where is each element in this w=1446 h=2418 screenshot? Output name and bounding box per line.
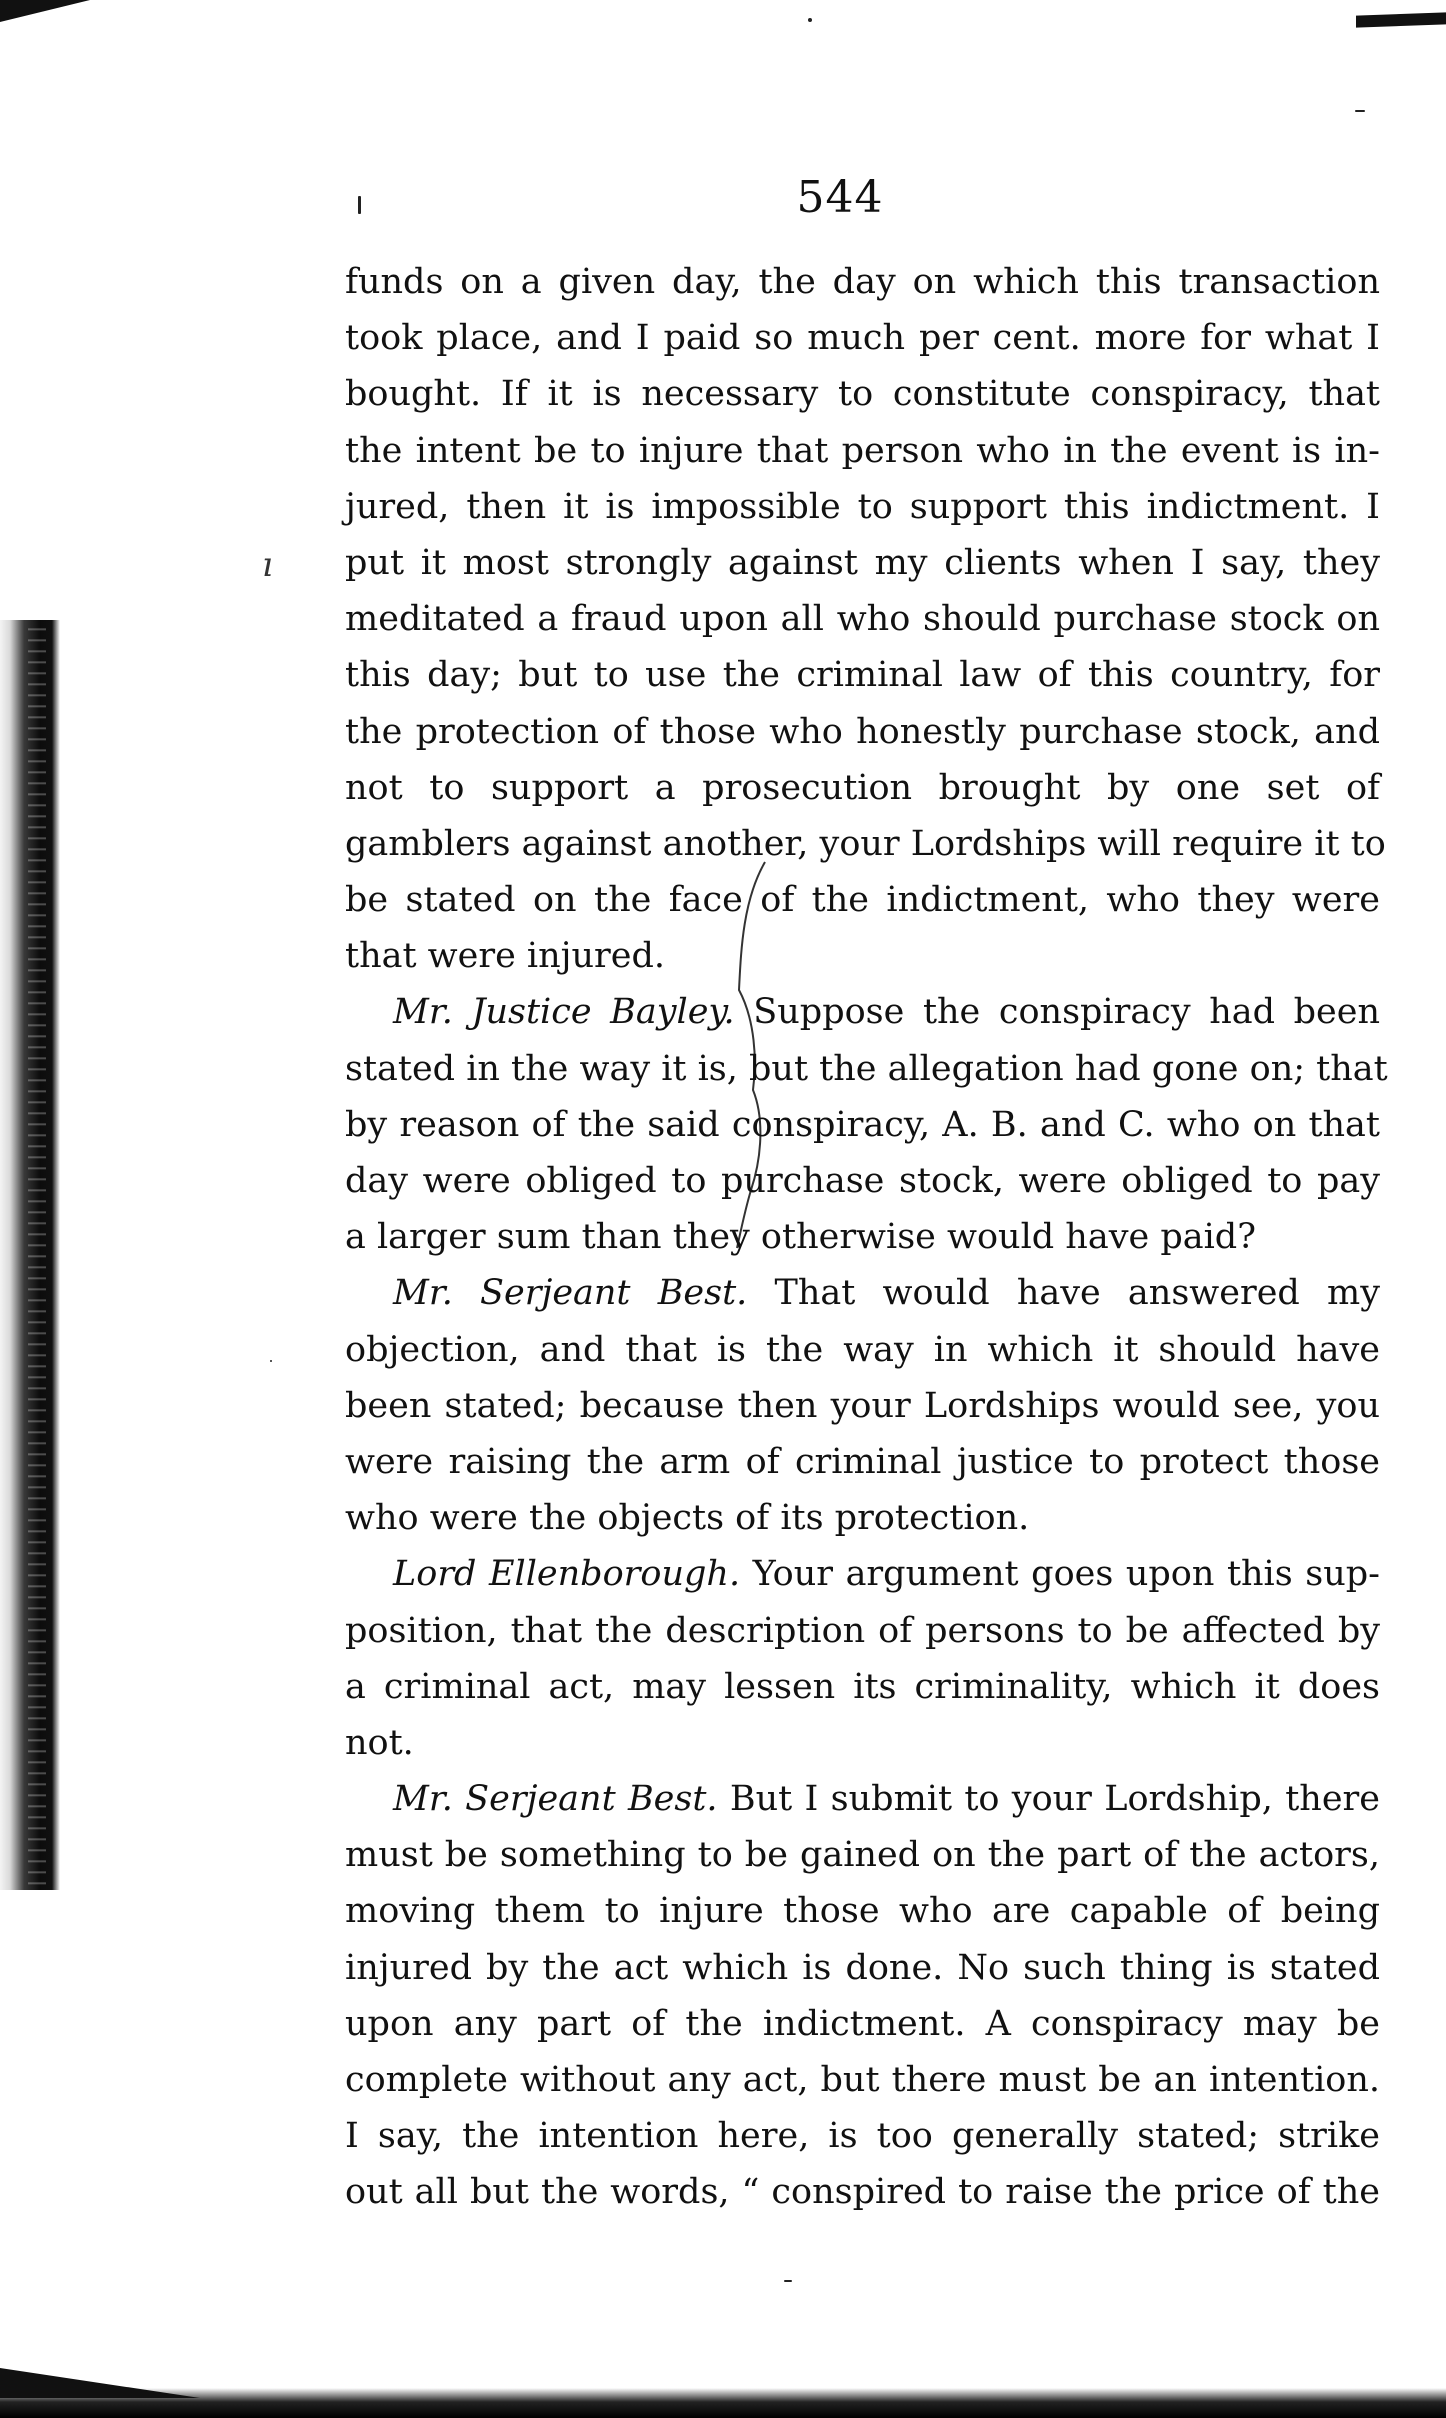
speaker-name: Mr. Serjeant Best.	[393, 1273, 748, 1314]
text-line	[345, 1322, 1380, 1378]
text-line	[345, 310, 1380, 366]
text-line	[345, 1490, 1380, 1546]
line-text: stated in the way it is, but the allegation had gone on; that	[345, 1048, 1388, 1089]
scan-bottom-edge	[0, 2388, 1446, 2418]
line-text: not.	[345, 1722, 414, 1763]
line-text: put it most strongly against my clients when I say, they	[345, 542, 1380, 583]
text-line	[345, 1265, 1380, 1321]
text-line	[345, 2164, 1380, 2220]
line-text: a criminal act, may lessen its criminality, which it does	[345, 1666, 1380, 1707]
line-text: out all but the words, “ conspired to raise the price of the	[345, 2172, 1380, 2213]
speaker-name: Mr. Serjeant Best.	[393, 1779, 718, 1820]
text-line	[345, 1996, 1380, 2052]
text-line	[345, 1659, 1380, 1715]
text-line	[345, 928, 1380, 984]
line-text: gamblers against another, your Lordships will require it to	[345, 823, 1386, 864]
line-text: bought. If it is necessary to constitute conspiracy, that	[345, 374, 1380, 415]
line-text: Your argument goes upon this sup-	[740, 1554, 1380, 1595]
text-line	[345, 591, 1380, 647]
line-text: position, that the description of persons to be affected by	[345, 1610, 1380, 1651]
line-text: that were injured.	[345, 936, 666, 977]
text-line	[345, 535, 1380, 591]
line-text: the intent be to injure that person who in the event is in-	[345, 430, 1380, 471]
line-text: took place, and I paid so much per cent. more for what I	[345, 318, 1380, 359]
line-text: not to support a prosecution brought by one set of	[345, 767, 1380, 808]
scan-bottom-left-wedge	[0, 2368, 200, 2398]
text-line	[345, 647, 1380, 703]
line-text: Suppose the conspiracy had been	[734, 992, 1380, 1033]
text-line	[345, 1097, 1380, 1153]
text-line	[345, 2108, 1380, 2164]
line-text: were raising the arm of criminal justice to protect those	[345, 1441, 1380, 1482]
line-text: I say, the intention here, is too generally stated; strike	[345, 2116, 1380, 2157]
line-text: be stated on the face of the indictment, who they were	[345, 880, 1380, 921]
line-text: objection, and that is the way in which it should have	[345, 1329, 1380, 1370]
scan-speck	[784, 2280, 792, 2282]
line-text: who were the objects of its protection.	[345, 1498, 1030, 1539]
line-text: funds on a given day, the day on which this transaction	[345, 262, 1380, 302]
scan-corner-top-left	[0, 0, 90, 22]
scan-speck	[808, 18, 812, 22]
scan-speck	[358, 196, 361, 214]
scan-corner-top-right	[1356, 12, 1446, 27]
line-text: meditated a fraud upon all who should purchase stock on	[345, 599, 1380, 640]
line-text: been stated; because then your Lordships would see, you	[345, 1385, 1380, 1426]
text-line	[345, 760, 1380, 816]
scan-speck	[1355, 110, 1365, 112]
text-line	[345, 816, 1386, 872]
line-text: complete without any act, but there must be an intention.	[345, 2060, 1380, 2100]
text-line	[345, 479, 1380, 535]
text-line	[345, 1940, 1380, 1996]
line-text: this day; but to use the criminal law of this country, for	[345, 655, 1380, 696]
line-text: That would have answered my	[747, 1273, 1380, 1314]
text-line	[345, 704, 1380, 760]
line-text: a larger sum than they otherwise would have paid?	[345, 1217, 1256, 1258]
text-line	[345, 1153, 1380, 1209]
line-text: day were obliged to purchase stock, were obliged to pay	[345, 1161, 1380, 1201]
text-line	[345, 872, 1380, 928]
text-line	[345, 984, 1380, 1040]
text-line	[345, 1209, 1380, 1265]
text-line	[345, 1434, 1380, 1490]
scan-speck	[270, 1360, 272, 1362]
body-text	[345, 254, 1388, 2221]
page-number: 544	[796, 172, 884, 223]
line-text: jured, then it is impossible to support this indictment. I	[345, 486, 1380, 527]
line-text: must be something to be gained on the part of the actors,	[345, 1835, 1380, 1876]
text-line	[345, 1041, 1388, 1097]
text-line	[345, 1715, 1380, 1771]
line-text: injured by the act which is done. No such thing is stated	[345, 1947, 1380, 1988]
line-text: by reason of the said conspiracy, A. B. and C. who on that	[345, 1104, 1380, 1145]
line-text: moving them to injure those who are capable of being	[345, 1891, 1380, 1932]
text-line	[345, 1378, 1380, 1434]
text-line	[345, 1546, 1380, 1602]
text-line	[345, 1827, 1380, 1883]
line-text: the protection of those who honestly purchase stock, and	[345, 711, 1380, 752]
line-text: But I submit to your Lordship, there	[717, 1779, 1380, 1820]
speaker-name: Lord Ellenborough.	[393, 1554, 741, 1595]
speaker-name: Mr. Justice Bayley.	[393, 992, 735, 1033]
scan-binding-texture	[28, 620, 46, 1890]
text-line	[345, 1603, 1380, 1659]
text-line	[345, 1883, 1380, 1939]
text-line	[345, 1771, 1380, 1827]
line-text: upon any part of the indictment. A conspiracy may be	[345, 2003, 1380, 2044]
text-line	[345, 2052, 1380, 2108]
text-line	[345, 254, 1380, 310]
text-line	[345, 366, 1380, 422]
text-line	[345, 423, 1380, 479]
margin-mark: ı	[262, 545, 273, 585]
